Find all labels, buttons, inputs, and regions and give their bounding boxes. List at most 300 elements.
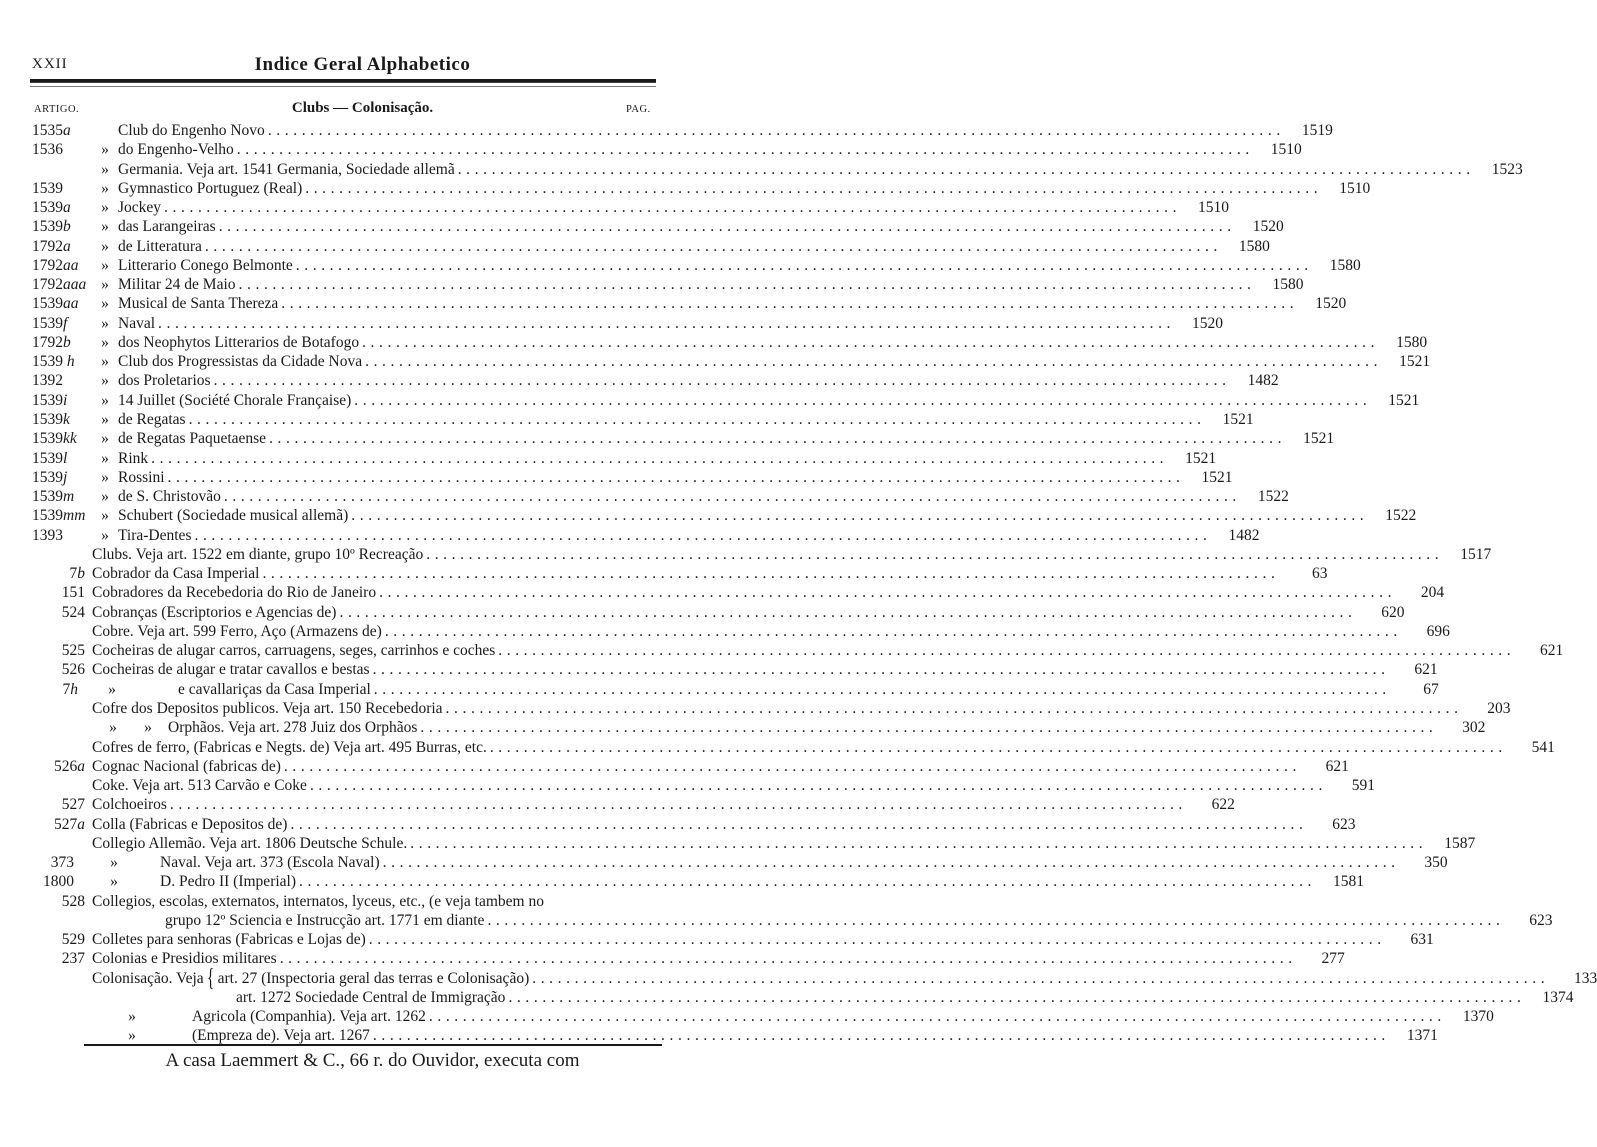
article-number-value: 1539	[32, 353, 67, 371]
dot-leader: ........................................................................................................................	[213, 372, 1231, 390]
dot-leader: ........................................................................................................................	[305, 179, 1323, 197]
dot-leader: ........................................................................................................................	[373, 680, 1391, 698]
column-header-artigo: ARTIGO.	[34, 104, 80, 115]
page-reference: 67	[1423, 680, 1439, 698]
entry-text: Colletes para senhoras (Fabricas e Lojas de)	[92, 931, 366, 949]
index-entry	[32, 892, 658, 911]
article-number	[32, 892, 92, 911]
entry-text: das Larangeiras	[118, 218, 216, 236]
dot-leader: ........................................................................................................................	[169, 796, 1187, 814]
article-number-value: 1539	[32, 179, 63, 197]
ditto-mark: »	[101, 449, 109, 467]
page-reference: 1482	[1228, 526, 1260, 544]
index-entry	[32, 333, 1428, 352]
entry-text: 14 Juillet (Société Chorale Française)	[118, 391, 352, 409]
entry-text: Agricola (Companhia). Veja art. 1262	[192, 1008, 426, 1026]
article-number-value: 1539	[32, 391, 63, 409]
article-number-value: 373	[50, 854, 74, 872]
article-suffix: k	[63, 410, 70, 428]
page-reference: 1520	[1252, 218, 1284, 236]
article-number	[32, 217, 92, 236]
page-reference: 1521	[1185, 449, 1217, 467]
page-reference: 1510	[1339, 179, 1371, 197]
entry-text: Colchoeiros	[92, 796, 167, 814]
article-number-value: 7	[69, 565, 78, 583]
dot-leader: ........................................................................................................................	[379, 584, 1397, 602]
article-number	[32, 853, 74, 872]
ditto-mark: »	[101, 218, 109, 236]
article-number-value: 1539	[32, 295, 63, 313]
article-suffix: a	[63, 122, 71, 139]
article-number	[32, 583, 92, 602]
entry-text: de Regatas Paquetaense	[118, 430, 267, 448]
page-reference: 1580	[1272, 276, 1304, 294]
dot-leader: ........................................................................................................................	[267, 122, 1285, 139]
article-suffix: i	[63, 391, 68, 409]
page-reference: 620	[1381, 603, 1405, 621]
column-header-pag: PAG.	[626, 104, 651, 115]
entry-text: Schubert (Sociedade musical allemã)	[118, 507, 349, 525]
entry-text: Cobradores da Recebedoria do Rio de Janeiro	[92, 584, 377, 602]
article-number	[32, 256, 92, 275]
article-suffix: aa	[63, 256, 79, 274]
dot-leader: ........................................................................................................................	[382, 854, 1400, 872]
article-number-value: 524	[61, 603, 85, 621]
page-reference: 621	[1325, 757, 1349, 775]
entry-text: dos Neophytos Litterarios de Botafogo	[118, 333, 360, 351]
index-entry	[32, 314, 1224, 333]
article-number-value: 1792	[32, 256, 63, 274]
index-entry	[32, 506, 1417, 525]
dot-leader: ........................................................................................................................	[236, 141, 1254, 159]
page-reference: 1581	[1333, 873, 1365, 891]
page-reference: 1520	[1192, 314, 1224, 332]
page-reference: 1482	[1247, 372, 1279, 390]
article-number-value: 1792	[32, 276, 63, 294]
entry-text: de S. Christovão	[118, 488, 221, 506]
index-entry	[32, 179, 1371, 198]
entry-text: D. Pedro II (Imperial)	[160, 873, 297, 891]
index-entry	[32, 964, 1597, 992]
page-reference: 133	[1573, 969, 1597, 987]
index-entry	[32, 622, 1450, 641]
article-suffix: aa	[63, 295, 79, 313]
index-entry	[32, 217, 1284, 236]
index-entries	[32, 121, 1597, 1046]
article-number-value: 1539	[32, 488, 63, 506]
index-entry	[32, 352, 1431, 371]
ditto-mark: »	[101, 488, 109, 506]
article-suffix: b	[63, 218, 71, 236]
page-reference: 696	[1426, 622, 1450, 640]
ditto-mark: »	[101, 468, 109, 486]
page-reference: 1519	[1301, 122, 1333, 139]
entry-text: Tira-Dentes	[118, 526, 192, 544]
dot-leader: ........................................................................................................................	[354, 391, 1372, 409]
index-entry	[32, 949, 1345, 968]
page-reference: 1580	[1238, 237, 1270, 255]
page-reference: 277	[1321, 950, 1345, 968]
article-number	[32, 949, 92, 968]
ditto-mark: »	[101, 391, 109, 409]
ditto-mark: »	[101, 179, 109, 197]
article-number	[32, 121, 92, 140]
index-entry	[32, 872, 1365, 891]
article-number	[32, 294, 92, 313]
page-reference: 1521	[1222, 410, 1254, 428]
ditto-mark: »	[101, 353, 109, 371]
article-number	[32, 198, 92, 217]
index-entry	[32, 198, 1230, 217]
dot-leader: ........................................................................................................................	[368, 931, 1386, 949]
dot-leader: ........................................................................................................................	[498, 642, 1516, 660]
dot-leader: ........................................................................................................................	[262, 565, 1280, 583]
dot-leader: ........................................................................................................................	[489, 738, 1507, 756]
page-reference: 631	[1410, 931, 1434, 949]
page-reference: 623	[1529, 911, 1553, 929]
index-entry	[32, 815, 1356, 834]
article-number	[32, 333, 92, 352]
entry-text: e cavallariças da Casa Imperial	[178, 680, 371, 698]
index-entry	[32, 275, 1304, 294]
entry-text: art. 1272 Sociedade Central de Immigração	[236, 988, 506, 1006]
entry-text: Coke. Veja art. 513 Carvão e Coke	[92, 777, 307, 795]
article-number	[32, 795, 92, 814]
ditto-mark: »	[101, 199, 109, 217]
page-reference: 1370	[1462, 1008, 1494, 1026]
ditto-mark: »	[110, 854, 118, 872]
article-number-value: 1539	[32, 314, 63, 332]
page-title: Indice Geral Alphabetico	[254, 54, 471, 75]
index-entry	[32, 699, 1511, 718]
dot-leader: ........................................................................................................................	[487, 911, 1505, 929]
entry-text: do Engenho-Velho	[118, 141, 234, 159]
page-reference: 1523	[1491, 160, 1523, 178]
index-entry	[32, 930, 1434, 949]
brace-mark: {	[206, 964, 215, 992]
article-suffix: mm	[63, 507, 86, 525]
article-number	[32, 526, 92, 545]
index-entry	[32, 121, 1333, 140]
entry-text: Club dos Progressistas da Cidade Nova	[118, 353, 363, 371]
index-entry	[32, 160, 1523, 179]
entry-text: Orphãos. Veja art. 278 Juiz dos Orphãos	[168, 719, 418, 737]
ditto-mark: »	[101, 160, 109, 178]
article-suffix: a	[63, 237, 71, 255]
entry-text: Colla (Fabricas e Depositos de)	[92, 815, 288, 833]
entry-text: Militar 24 de Maio	[118, 276, 236, 294]
index-entry	[32, 429, 1335, 448]
entry-text: Clubs. Veja art. 1522 em diante, grupo 10º Recreação	[92, 545, 424, 563]
page-reference: 63	[1311, 565, 1328, 583]
article-number	[32, 680, 92, 699]
page-reference: 1520	[1315, 295, 1347, 313]
entry-text: Litterario Conego Belmonte	[118, 256, 293, 274]
entry-text: Gymnastico Portuguez (Real)	[118, 179, 303, 197]
article-number-value: 526	[54, 757, 78, 775]
article-suffix: m	[63, 488, 75, 506]
page-reference: 1517	[1460, 545, 1492, 563]
article-number	[32, 757, 92, 776]
entry-text: Club do Engenho Novo	[118, 122, 265, 139]
header-rule-thin	[30, 86, 656, 87]
article-number-value: 527	[61, 796, 85, 814]
index-entry	[32, 776, 1375, 795]
dot-leader: ........................................................................................................................	[420, 719, 1438, 737]
page-reference: 622	[1211, 796, 1235, 814]
article-number	[32, 641, 92, 660]
page-reference: 302	[1462, 719, 1486, 737]
index-entry	[32, 988, 1574, 1007]
dot-leader: ........................................................................................................................	[151, 449, 1169, 467]
article-number	[32, 564, 92, 583]
dot-leader: ........................................................................................................................	[188, 410, 1206, 428]
ditto-mark: »	[109, 719, 117, 737]
article-number-value: 1539	[32, 449, 63, 467]
page-reference: 1521	[1201, 468, 1233, 486]
article-number-value: 1535	[32, 122, 63, 139]
entry-text: Naval. Veja art. 373 (Escola Naval)	[160, 854, 380, 872]
dot-leader: ........................................................................................................................	[283, 757, 1301, 775]
dot-leader: ........................................................................................................................	[194, 526, 1212, 544]
article-number-value: 1539	[32, 507, 63, 525]
index-entry	[32, 757, 1349, 776]
ditto-mark: »	[101, 256, 109, 274]
ditto-mark: »	[101, 237, 109, 255]
index-entry	[32, 256, 1361, 275]
ditto-mark: »	[128, 1008, 136, 1026]
article-number-value: 1792	[32, 333, 63, 351]
index-entry	[32, 449, 1217, 468]
dot-leader: ........................................................................................................................	[223, 488, 1241, 506]
dot-leader: ........................................................................................................................	[299, 873, 1317, 891]
entry-text: Cobranças (Escriptorios e Agencias de)	[92, 603, 337, 621]
entry-text: Colonias e Presidios militares	[92, 950, 277, 968]
article-suffix: h	[70, 680, 78, 698]
index-entry	[32, 718, 1486, 737]
article-number	[32, 371, 92, 390]
article-number	[32, 487, 92, 506]
index-entry	[32, 371, 1279, 390]
dot-leader: ........................................................................................................................	[167, 468, 1185, 486]
entry-text: Jockey	[118, 199, 162, 217]
page-reference: 591	[1351, 777, 1375, 795]
index-entry	[32, 1026, 1438, 1045]
entry-text: Cofre dos Depositos publicos. Veja art. 150 Recebedoria	[92, 699, 443, 717]
entry-text: Musical de Santa Thereza	[118, 295, 279, 313]
entry-text: Cognac Nacional (fabricas de)	[92, 757, 281, 775]
index-entry	[32, 487, 1289, 506]
dot-leader: ........................................................................................................................	[290, 815, 1308, 833]
article-number	[32, 352, 92, 371]
page-reference: 1510	[1270, 141, 1302, 159]
article-number	[32, 410, 92, 429]
ditto-mark: »	[101, 430, 109, 448]
entry-text: Cocheiras de alugar carros, carruagens, seges, carrinhos e coches	[92, 642, 496, 660]
entry-text-reference: art. 27 (Inspectoria geral das terras e Colonisação)	[217, 969, 530, 987]
dot-leader: ........................................................................................................................	[508, 988, 1526, 1006]
entry-text: (Empreza de). Veja art. 1267	[192, 1027, 370, 1045]
index-entry	[32, 410, 1254, 429]
entry-text: de Regatas	[118, 410, 186, 428]
article-number-value: 526	[61, 661, 85, 679]
article-number	[32, 140, 92, 159]
article-suffix: aaa	[63, 276, 87, 294]
index-entry	[32, 583, 1445, 602]
dot-leader: ........................................................................................................................	[295, 256, 1313, 274]
article-suffix: a	[77, 757, 85, 775]
ditto-mark: »	[101, 276, 109, 294]
article-number-value: 237	[61, 950, 85, 968]
dot-leader: ........................................................................................................................	[281, 295, 1299, 313]
article-number-value: 1792	[32, 237, 63, 255]
entry-text: Germania. Veja art. 1541 Germania, Sociedade allemã	[118, 160, 455, 178]
page-reference: 621	[1414, 661, 1438, 679]
dot-leader: ........................................................................................................................	[384, 622, 1402, 640]
index-entry	[32, 526, 1260, 545]
article-number-value: 1539	[32, 468, 63, 486]
index-entry	[32, 660, 1438, 679]
index-entry	[32, 564, 1328, 583]
ditto-mark: »	[108, 680, 116, 698]
entry-text: Rossini	[118, 468, 165, 486]
entry-text: Naval	[118, 314, 156, 332]
dot-leader: ........................................................................................................................	[339, 603, 1357, 621]
dot-leader: ........................................................................................................................	[238, 276, 1256, 294]
article-suffix: a	[77, 815, 85, 833]
dot-leader: ........................................................................................................................	[372, 1027, 1390, 1045]
page-reference: 1371	[1406, 1027, 1438, 1045]
page-reference: 204	[1420, 584, 1445, 602]
index-entry	[32, 391, 1420, 410]
page-reference: 621	[1540, 642, 1564, 660]
article-suffix: kk	[63, 430, 77, 448]
footer-rule	[84, 1044, 662, 1046]
article-number	[32, 660, 92, 679]
article-number-value: 7	[62, 680, 71, 698]
entry-text: dos Proletarios	[118, 372, 211, 390]
dot-leader: ........................................................................................................................	[457, 160, 1475, 178]
page-reference: 350	[1424, 854, 1448, 872]
entry-text: Collegio Allemão. Veja art. 1806 Deutsche Schule.	[92, 834, 408, 852]
article-number	[32, 391, 92, 410]
index-entry	[32, 237, 1270, 256]
article-number	[32, 506, 92, 525]
article-number	[32, 429, 92, 448]
dot-leader: ........................................................................................................................	[269, 430, 1287, 448]
dot-leader: ........................................................................................................................	[362, 333, 1380, 351]
entry-text: Cocheiras de alugar e tratar cavallos e bestas	[92, 661, 370, 679]
article-number	[32, 930, 92, 949]
page-reference: 1587	[1444, 834, 1476, 852]
ditto-mark: »	[101, 314, 109, 332]
ditto-mark: »	[101, 295, 109, 313]
dot-leader: ........................................................................................................................	[445, 699, 1463, 717]
index-entry	[32, 468, 1233, 487]
article-number-value: 525	[61, 642, 85, 660]
page-number: XXII	[32, 56, 68, 72]
article-number	[32, 603, 92, 622]
entry-text: Cofres de ferro, (Fabricas e Negts. de) Veja art. 495 Burras, etc.	[92, 738, 487, 756]
index-entry	[32, 641, 1564, 660]
entry-text: Rink	[118, 449, 149, 467]
article-number	[32, 815, 92, 834]
article-number	[32, 468, 92, 487]
article-number	[32, 314, 92, 333]
page-reference: 1580	[1396, 333, 1428, 351]
page-reference: 541	[1531, 738, 1555, 756]
dot-leader: ........................................................................................................................	[410, 834, 1428, 852]
index-entry	[32, 834, 1476, 853]
dot-leader: ........................................................................................................................	[218, 218, 1236, 236]
section-title: Clubs — Colonisação.	[291, 100, 434, 116]
dot-leader: ........................................................................................................................	[426, 545, 1444, 563]
article-suffix: b	[63, 333, 71, 351]
article-number-value: 1539	[32, 199, 63, 217]
page-reference: 1522	[1257, 488, 1289, 506]
page-reference: 623	[1332, 815, 1356, 833]
dot-leader: ........................................................................................................................	[428, 1008, 1446, 1026]
article-number-value: 1536	[32, 141, 63, 159]
index-entry	[32, 140, 1302, 159]
dot-leader: ........................................................................................................................	[309, 777, 1327, 795]
article-number-value: 528	[61, 892, 85, 910]
page-reference: 1521	[1399, 353, 1431, 371]
dot-leader: ........................................................................................................................	[532, 969, 1550, 987]
article-number-value: 1539	[32, 218, 63, 236]
dot-leader: ........................................................................................................................	[279, 950, 1297, 968]
index-entry	[32, 795, 1235, 814]
article-number	[32, 237, 92, 256]
article-number-value: 529	[61, 931, 85, 949]
entry-text: grupo 12º Sciencia e Instrucção art. 1771 em diante	[165, 911, 485, 929]
dot-leader: ........................................................................................................................	[158, 314, 1176, 332]
page-reference: 1580	[1329, 256, 1361, 274]
page-reference: 1521	[1303, 430, 1335, 448]
article-suffix: j	[63, 468, 68, 486]
ditto-mark: »	[101, 372, 109, 390]
article-number-value: 527	[54, 815, 78, 833]
article-number-value: 1393	[32, 526, 63, 544]
index-entry	[32, 294, 1347, 313]
index-entry	[32, 738, 1555, 757]
ditto-mark: »	[144, 719, 152, 737]
index-entry	[32, 911, 1553, 930]
ditto-mark: »	[128, 1027, 136, 1045]
article-number-value: 1800	[43, 873, 74, 891]
ditto-mark: »	[101, 333, 109, 351]
dot-leader: ........................................................................................................................	[365, 353, 1383, 371]
article-number-value: 1539	[32, 430, 63, 448]
article-suffix: f	[63, 314, 68, 332]
ditto-mark: »	[101, 507, 109, 525]
page-reference: 203	[1487, 699, 1511, 717]
article-number	[32, 872, 74, 891]
entry-text: de Litteratura	[118, 237, 202, 255]
entry-text: Cobrador da Casa Imperial	[92, 565, 260, 583]
dot-leader: ........................................................................................................................	[351, 507, 1369, 525]
article-suffix: b	[77, 565, 85, 583]
article-suffix: h	[66, 353, 75, 371]
index-entry	[32, 1007, 1494, 1026]
article-number	[32, 275, 92, 294]
article-number	[32, 179, 92, 198]
page-reference: 1510	[1198, 199, 1230, 217]
header-rule	[30, 79, 656, 83]
article-number-value: 151	[61, 584, 85, 602]
dot-leader: ........................................................................................................................	[164, 199, 1182, 217]
article-number-value: 1392	[32, 372, 63, 390]
